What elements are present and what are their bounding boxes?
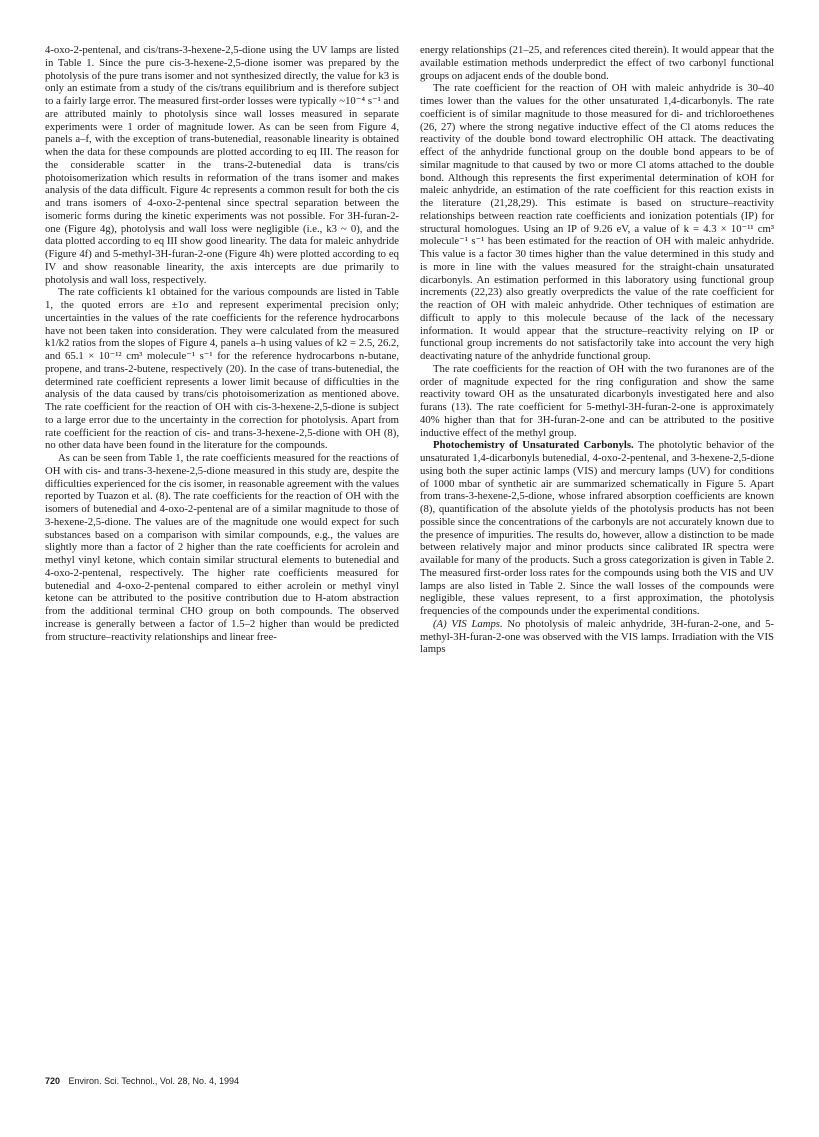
paragraph	[420, 618, 774, 656]
subsection-heading: (A) VIS Lamps.	[433, 617, 503, 630]
paragraph: The rate coefficient for the reaction of OH with maleic anhydride is 30–40 times lower than the values for the other unsaturated 1,4-dicarbonyls. The rate coefficient is of similar magnitude to those measured for di- and trichloroethenes (26, 27) where the strong negative inductive effect of the Cl atoms reduces the reactivity of the double bond toward electrophilic OH attack. The deactivating effect of the anhydride functional group on the double bond appears to be of similar magnitude to that caused by two or more Cl atoms attached to the double bond. Although this represents the first experimental determination of kOH for maleic anhydride, an estimation of the rate coefficient for this reaction exists in the literature (21,28,29). This estimate is based on structure–reactivity relationships between reaction rate coefficients and ionization potentials (IP) for structural homologues. Using an IP of 9.26 eV, a value of k = 4.3 × 10⁻¹¹ cm³ molecule⁻¹ s⁻¹ has been estimated for the reaction of OH with maleic anhydride. This value is a factor 30 times higher than the value determined in this study and is more in line with the values measured for the straight-chain unsaturated dicarbonyls. An estimation performed in this laboratory using functional group increments (22,23) also greatly overpredicts the value of the rate coefficient for the reaction of OH with maleic anhydride. Other techniques of estimation are difficult to apply to this molecule because of the lack of the necessary information. It would appear that the structure–reactivity relying on IP or functional group increments do not satisfactorily take into account the very high deactivating nature of the anhydride functional group.	[420, 82, 774, 362]
paragraph-text: No photolysis of maleic anhydride, 3H-furan-2-one, and 5-methyl-3H-furan-2-one was observed with the VIS lamps. Irradiation with the VIS lamps	[420, 617, 774, 656]
paragraph	[420, 439, 774, 618]
right-column	[420, 44, 774, 656]
paragraph: The rate coefficients for the reaction of OH with the two furanones are of the order of magnitude expected for the ring configuration and show the same reactivity toward OH as the unsaturated dicarbonyls investigated here and also furans (13). The rate coefficient for 5-methyl-3H-furan-2-one is approximately 40% higher than that for 3H-furan-2-one and can be attributed to the positive inductive effect of the methyl group.	[420, 362, 774, 439]
paragraph: As can be seen from Table 1, the rate coefficients measured for the reactions of OH with cis- and trans-3-hexene-2,5-dione measured in this study are, despite the difficulties experienced for the cis isomer, in reasonable agreement with the values reported by Tuazon et al. (8). The rate coefficients for the reaction of OH with the isomers of butenedial and 4-oxo-2-pentenal are of a similar magnitude to those of 3-hexene-2,5-dione. The values are of the magnitude one would expect for such substances based on a comparison with similar compounds, e.g., the values are slightly more than a factor of 2 higher than the rate coefficients for acrolein and methyl vinyl ketone, which contain similar structural elements to butenedial and 4-oxo-2-pentenal, respectively. The higher rate coefficients measured for butenedial and 4-oxo-2-pentenal compared to either acrolein or methyl vinyl ketone can be attributed to the positive contribution due to H-atom abstraction from the additional terminal CHO group on both compounds. The observed increase is generally between a factor of 1.5–2 higher than would be predicted from structure–reactivity relationships and linear free-	[45, 452, 399, 643]
journal-citation: Environ. Sci. Technol., Vol. 28, No. 4, 1994	[68, 1076, 239, 1086]
paragraph: The rate cofficients k1 obtained for the various compounds are listed in Table 1, the quoted errors are ±1σ and represent experimental precision only; uncertainties in the values of the rate coefficients for the reference hydrocarbons have not been taken into consideration. They were calculated from the measured k1/k2 ratios from the slopes of Figure 4, panels a–h using values of k2 = 2.5, 26.2, and 65.1 × 10⁻¹² cm³ molecule⁻¹ s⁻¹ for the reference hydrocarbons n-butane, propene, and trans-2-butene, respectively (20). In the case of trans-butenedial, the determined rate coefficient represents a lower limit because of difficulties in the analysis of the data caused by trans/cis photoisomerization as mentioned above. The rate coefficient for the reaction of OH with cis-3-hexene-2,5-dione is subject to a large error due to the uncertainty in the correction for photolysis. Apart from rate coefficient for the reaction of cis- and trans-3-hexene-2,5-dione with OH (8), no other data have been found in the literature for the compounds.	[45, 286, 399, 452]
paragraph: energy relationships (21–25, and references cited therein). It would appear that the available estimation methods underpredict the effect of two carbonyl functional groups on adjacent ends of the double bond.	[420, 44, 774, 82]
page-footer	[45, 1076, 239, 1086]
section-heading: Photochemistry of Unsaturated Carbonyls.	[433, 439, 634, 452]
paragraph-text: The photolytic behavior of the unsaturated 1,4-dicarbonyls butenedial, 4-oxo-2-pentenal, and 3-hexene-2,5-dione using both the super actinic lamps (VIS) and mercury lamps (UV) for conditions of 1000 mbar of synthetic air are summarized schematically in Figure 5. Apart from trans-3-hexene-2,5-dione, whose infrared absorption coefficients are known (8), quantification of the absolute yields of the photolysis products has not been possible since the concentrations of the carbonyls are not accurately known due to the presence of impurities. The results do, however, allow a distinction to be made between relatively major and minor products since calibrated IR spectra were available for many of the products. Such a gross categorization is given in Table 2. The measured first-order loss rates for the compounds using both the VIS and UV lamps are also listed in Table 2. Since the wall losses of the compounds were negligible, these values represent, to a first approximation, the photolysis frequencies of the compounds under the experimental conditions.	[420, 439, 774, 617]
paragraph: 4-oxo-2-pentenal, and cis/trans-3-hexene-2,5-dione using the UV lamps are listed in Table 1. Since the pure cis-3-hexene-2,5-dione isomer was prepared by the photolysis of the pure trans isomer and not synthesized directly, the value for k3 is only an estimate from a study of the cis/trans equilibrium and is therefore subject to a fairly large error. The measured first-order losses were typically ~10⁻⁴ s⁻¹ and are attributed mainly to photolysis since wall losses measured in separate experiments were 1 order of magnitude lower. As can be seen from Figure 4, panels a–f, with the exception of trans-butenedial, reasonable linearity is obtained when the data for these compounds are plotted according to eq III. The reason for the considerable scatter in the trans-2-butenedial data is trans/cis photoisomerization which results in reformation of the trans isomer and makes analysis of the data difficult. Figure 4c represents a common result for both the cis and trans isomers of 4-oxo-2-pentenal since spectral separation between the isomeric forms during the kinetic experiments was not possible. For 3H-furan-2-one (Figure 4g), photolysis and wall loss were negligible (i.e., k3 ~ 0), and the data plotted according to eq III show good linearity. The data for maleic anhydride (Figure 4f) and 5-methyl-3H-furan-2-one (Figure 4h) were plotted according to eq IV and show reasonable linearity, the axis intercepts are due primarily to photolysis and wall loss, respectively.	[45, 44, 399, 286]
left-column	[45, 44, 399, 643]
page-number: 720	[45, 1076, 61, 1086]
